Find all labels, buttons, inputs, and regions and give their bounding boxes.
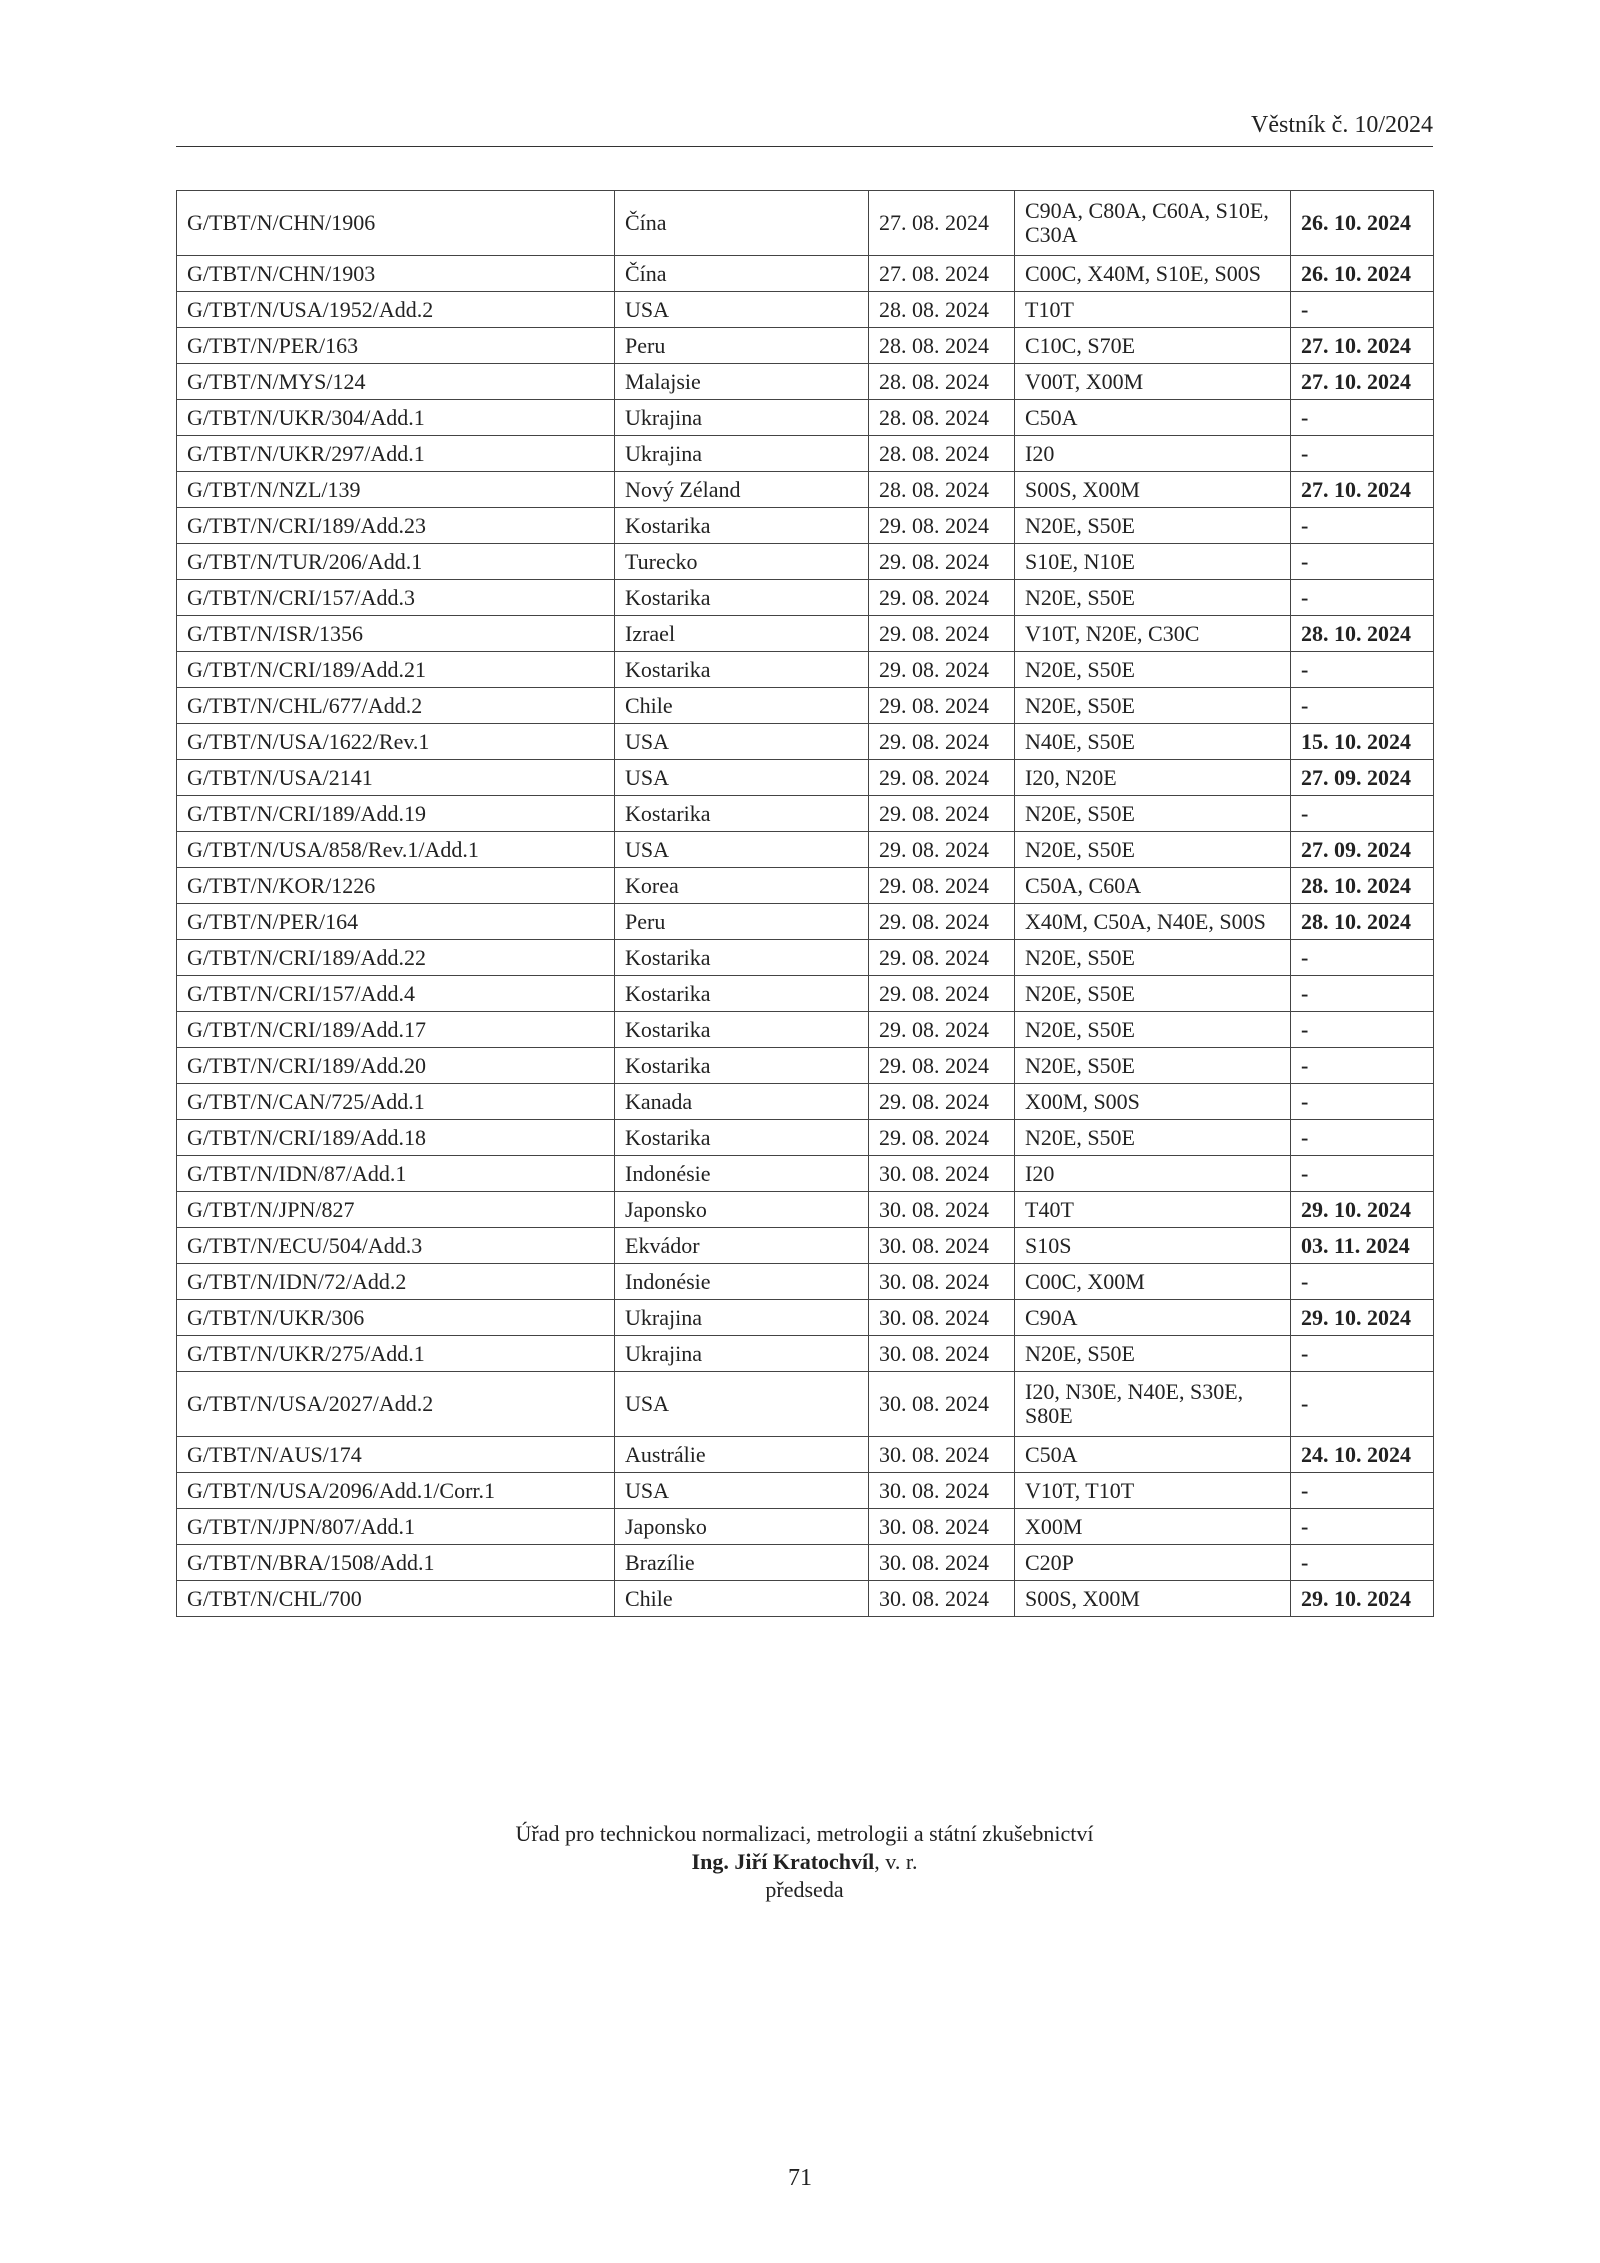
notification-symbol: G/TBT/N/AUS/174: [177, 1437, 615, 1473]
table-row: [177, 1372, 1434, 1437]
table-row: [177, 1084, 1434, 1120]
notification-date: 29. 08. 2024: [869, 1012, 1015, 1048]
table-row: [177, 191, 1434, 256]
notification-symbol: G/TBT/N/UKR/275/Add.1: [177, 1336, 615, 1372]
table-row: [177, 1048, 1434, 1084]
comment-deadline: -: [1291, 400, 1434, 436]
country-name: Peru: [615, 328, 869, 364]
table-row: [177, 1264, 1434, 1300]
table-row: [177, 616, 1434, 652]
notification-symbol: G/TBT/N/UKR/306: [177, 1300, 615, 1336]
table-row: [177, 328, 1434, 364]
table-row: [177, 1336, 1434, 1372]
notification-symbol: G/TBT/N/CRI/189/Add.21: [177, 652, 615, 688]
table-row: [177, 1581, 1434, 1617]
comment-deadline: -: [1291, 1048, 1434, 1084]
ics-codes: N20E, S50E: [1015, 976, 1291, 1012]
comment-deadline: -: [1291, 940, 1434, 976]
ics-codes: N20E, S50E: [1015, 832, 1291, 868]
notification-symbol: G/TBT/N/TUR/206/Add.1: [177, 544, 615, 580]
comment-deadline: -: [1291, 1545, 1434, 1581]
notification-date: 29. 08. 2024: [869, 508, 1015, 544]
ics-codes: N20E, S50E: [1015, 580, 1291, 616]
notification-date: 28. 08. 2024: [869, 364, 1015, 400]
country-name: Kostarika: [615, 580, 869, 616]
ics-codes: C00C, X00M: [1015, 1264, 1291, 1300]
comment-deadline: -: [1291, 1156, 1434, 1192]
notification-date: 30. 08. 2024: [869, 1473, 1015, 1509]
country-name: Indonésie: [615, 1156, 869, 1192]
notification-date: 27. 08. 2024: [869, 191, 1015, 256]
ics-codes: C50A: [1015, 1437, 1291, 1473]
ics-codes: N20E, S50E: [1015, 796, 1291, 832]
country-name: Austrálie: [615, 1437, 869, 1473]
comment-deadline: 27. 09. 2024: [1291, 760, 1434, 796]
notification-date: 30. 08. 2024: [869, 1581, 1015, 1617]
comment-deadline: 03. 11. 2024: [1291, 1228, 1434, 1264]
notification-symbol: G/TBT/N/ISR/1356: [177, 616, 615, 652]
table-row: [177, 1012, 1434, 1048]
ics-codes: N20E, S50E: [1015, 652, 1291, 688]
table-row: [177, 796, 1434, 832]
notification-date: 30. 08. 2024: [869, 1156, 1015, 1192]
notification-date: 28. 08. 2024: [869, 292, 1015, 328]
comment-deadline: -: [1291, 688, 1434, 724]
notification-date: 28. 08. 2024: [869, 328, 1015, 364]
notification-symbol: G/TBT/N/CRI/189/Add.18: [177, 1120, 615, 1156]
notification-symbol: G/TBT/N/CRI/189/Add.19: [177, 796, 615, 832]
table-row: [177, 1156, 1434, 1192]
comment-deadline: 15. 10. 2024: [1291, 724, 1434, 760]
table-row: [177, 364, 1434, 400]
comment-deadline: -: [1291, 580, 1434, 616]
country-name: Kostarika: [615, 508, 869, 544]
notification-symbol: G/TBT/N/MYS/124: [177, 364, 615, 400]
ics-codes: C90A, C80A, C60A, S10E, C30A: [1015, 191, 1291, 256]
country-name: Ekvádor: [615, 1228, 869, 1264]
ics-codes: C90A: [1015, 1300, 1291, 1336]
notification-date: 28. 08. 2024: [869, 436, 1015, 472]
notification-date: 29. 08. 2024: [869, 1084, 1015, 1120]
notification-symbol: G/TBT/N/NZL/139: [177, 472, 615, 508]
notification-symbol: G/TBT/N/CRI/157/Add.4: [177, 976, 615, 1012]
table-row: [177, 1120, 1434, 1156]
country-name: Kostarika: [615, 940, 869, 976]
country-name: Kostarika: [615, 796, 869, 832]
notification-symbol: G/TBT/N/CRI/157/Add.3: [177, 580, 615, 616]
ics-codes: N20E, S50E: [1015, 1120, 1291, 1156]
notification-date: 30. 08. 2024: [869, 1372, 1015, 1437]
table-row: [177, 1509, 1434, 1545]
ics-codes: I20: [1015, 1156, 1291, 1192]
notification-date: 29. 08. 2024: [869, 832, 1015, 868]
notification-symbol: G/TBT/N/USA/1622/Rev.1: [177, 724, 615, 760]
ics-codes: N40E, S50E: [1015, 724, 1291, 760]
country-name: Turecko: [615, 544, 869, 580]
notification-date: 29. 08. 2024: [869, 940, 1015, 976]
table-row: [177, 724, 1434, 760]
notification-symbol: G/TBT/N/USA/1952/Add.2: [177, 292, 615, 328]
ics-codes: S10E, N10E: [1015, 544, 1291, 580]
notification-symbol: G/TBT/N/CRI/189/Add.22: [177, 940, 615, 976]
comment-deadline: 27. 10. 2024: [1291, 472, 1434, 508]
comment-deadline: -: [1291, 508, 1434, 544]
ics-codes: I20, N30E, N40E, S30E, S80E: [1015, 1372, 1291, 1437]
country-name: USA: [615, 1473, 869, 1509]
ics-codes: S00S, X00M: [1015, 472, 1291, 508]
notification-date: 29. 08. 2024: [869, 904, 1015, 940]
notification-date: 30. 08. 2024: [869, 1228, 1015, 1264]
table-row: [177, 760, 1434, 796]
table-row: [177, 1545, 1434, 1581]
office-name: Úřad pro technickou normalizaci, metrologii a státní zkušebnictví: [515, 1821, 1094, 1846]
country-name: Chile: [615, 1581, 869, 1617]
comment-deadline: -: [1291, 1509, 1434, 1545]
comment-deadline: -: [1291, 1012, 1434, 1048]
country-name: USA: [615, 832, 869, 868]
comment-deadline: -: [1291, 796, 1434, 832]
ics-codes: C50A, C60A: [1015, 868, 1291, 904]
signatory-suffix: , v. r.: [874, 1849, 918, 1874]
country-name: Kostarika: [615, 976, 869, 1012]
notification-symbol: G/TBT/N/CHL/677/Add.2: [177, 688, 615, 724]
notification-table-body: [177, 191, 1434, 1617]
notification-symbol: G/TBT/N/CAN/725/Add.1: [177, 1084, 615, 1120]
country-name: Kostarika: [615, 1048, 869, 1084]
notification-symbol: G/TBT/N/JPN/807/Add.1: [177, 1509, 615, 1545]
notification-date: 29. 08. 2024: [869, 976, 1015, 1012]
notification-symbol: G/TBT/N/CHN/1903: [177, 256, 615, 292]
comment-deadline: 29. 10. 2024: [1291, 1300, 1434, 1336]
table-row: [177, 436, 1434, 472]
ics-codes: N20E, S50E: [1015, 1048, 1291, 1084]
comment-deadline: 26. 10. 2024: [1291, 191, 1434, 256]
table-row: [177, 1228, 1434, 1264]
signatory-line: [176, 1848, 1433, 1876]
notification-date: 29. 08. 2024: [869, 616, 1015, 652]
notification-date: 29. 08. 2024: [869, 1120, 1015, 1156]
notification-date: 29. 08. 2024: [869, 796, 1015, 832]
notification-date: 29. 08. 2024: [869, 868, 1015, 904]
ics-codes: N20E, S50E: [1015, 1336, 1291, 1372]
notification-symbol: G/TBT/N/ECU/504/Add.3: [177, 1228, 615, 1264]
comment-deadline: 26. 10. 2024: [1291, 256, 1434, 292]
notification-symbol: G/TBT/N/IDN/72/Add.2: [177, 1264, 615, 1300]
notification-date: 29. 08. 2024: [869, 580, 1015, 616]
notification-date: 30. 08. 2024: [869, 1300, 1015, 1336]
comment-deadline: -: [1291, 976, 1434, 1012]
comment-deadline: 28. 10. 2024: [1291, 904, 1434, 940]
country-name: Čína: [615, 191, 869, 256]
notification-date: 28. 08. 2024: [869, 400, 1015, 436]
country-name: Peru: [615, 904, 869, 940]
country-name: Ukrajina: [615, 1336, 869, 1372]
comment-deadline: -: [1291, 1372, 1434, 1437]
table-row: [177, 1437, 1434, 1473]
notification-symbol: G/TBT/N/USA/858/Rev.1/Add.1: [177, 832, 615, 868]
notification-symbol: G/TBT/N/CHL/700: [177, 1581, 615, 1617]
comment-deadline: 28. 10. 2024: [1291, 616, 1434, 652]
notification-date: 29. 08. 2024: [869, 1048, 1015, 1084]
ics-codes: V10T, T10T: [1015, 1473, 1291, 1509]
country-name: Ukrajina: [615, 1300, 869, 1336]
notification-date: 30. 08. 2024: [869, 1264, 1015, 1300]
comment-deadline: -: [1291, 1120, 1434, 1156]
comment-deadline: -: [1291, 1084, 1434, 1120]
signature-block: [176, 1820, 1433, 1904]
table-row: [177, 904, 1434, 940]
notification-symbol: G/TBT/N/PER/164: [177, 904, 615, 940]
table-row: [177, 544, 1434, 580]
country-name: Kostarika: [615, 1012, 869, 1048]
country-name: Kostarika: [615, 652, 869, 688]
ics-codes: I20: [1015, 436, 1291, 472]
table-row: [177, 1192, 1434, 1228]
notification-symbol: G/TBT/N/USA/2141: [177, 760, 615, 796]
notification-date: 29. 08. 2024: [869, 760, 1015, 796]
notification-symbol: G/TBT/N/UKR/304/Add.1: [177, 400, 615, 436]
page-number: 71: [788, 2165, 812, 2191]
notification-date: 29. 08. 2024: [869, 724, 1015, 760]
country-name: Malajsie: [615, 364, 869, 400]
notification-date: 30. 08. 2024: [869, 1509, 1015, 1545]
ics-codes: N20E, S50E: [1015, 1012, 1291, 1048]
table-row: [177, 508, 1434, 544]
ics-codes: T40T: [1015, 1192, 1291, 1228]
ics-codes: X00M, S00S: [1015, 1084, 1291, 1120]
ics-codes: C00C, X40M, S10E, S00S: [1015, 256, 1291, 292]
notification-symbol: G/TBT/N/CRI/189/Add.20: [177, 1048, 615, 1084]
ics-codes: X40M, C50A, N40E, S00S: [1015, 904, 1291, 940]
comment-deadline: 27. 10. 2024: [1291, 328, 1434, 364]
country-name: USA: [615, 292, 869, 328]
country-name: Indonésie: [615, 1264, 869, 1300]
notification-date: 30. 08. 2024: [869, 1437, 1015, 1473]
comment-deadline: -: [1291, 436, 1434, 472]
country-name: Izrael: [615, 616, 869, 652]
comment-deadline: -: [1291, 544, 1434, 580]
bulletin-title: Věstník č. 10/2024: [1251, 112, 1433, 138]
comment-deadline: 27. 10. 2024: [1291, 364, 1434, 400]
notification-date: 27. 08. 2024: [869, 256, 1015, 292]
country-name: Ukrajina: [615, 436, 869, 472]
notification-symbol: G/TBT/N/USA/2027/Add.2: [177, 1372, 615, 1437]
table-row: [177, 940, 1434, 976]
notification-date: 30. 08. 2024: [869, 1192, 1015, 1228]
comment-deadline: 27. 09. 2024: [1291, 832, 1434, 868]
notification-date: 28. 08. 2024: [869, 472, 1015, 508]
notification-date: 29. 08. 2024: [869, 544, 1015, 580]
notification-date: 29. 08. 2024: [869, 652, 1015, 688]
ics-codes: N20E, S50E: [1015, 688, 1291, 724]
country-name: USA: [615, 724, 869, 760]
notification-date: 30. 08. 2024: [869, 1545, 1015, 1581]
ics-codes: N20E, S50E: [1015, 940, 1291, 976]
comment-deadline: 24. 10. 2024: [1291, 1437, 1434, 1473]
notification-symbol: G/TBT/N/CRI/189/Add.23: [177, 508, 615, 544]
country-name: USA: [615, 1372, 869, 1437]
country-name: Nový Zéland: [615, 472, 869, 508]
ics-codes: X00M: [1015, 1509, 1291, 1545]
notification-symbol: G/TBT/N/KOR/1226: [177, 868, 615, 904]
table-row: [177, 832, 1434, 868]
notification-symbol: G/TBT/N/IDN/87/Add.1: [177, 1156, 615, 1192]
comment-deadline: -: [1291, 1473, 1434, 1509]
ics-codes: T10T: [1015, 292, 1291, 328]
ics-codes: N20E, S50E: [1015, 508, 1291, 544]
comment-deadline: 29. 10. 2024: [1291, 1581, 1434, 1617]
ics-codes: S00S, X00M: [1015, 1581, 1291, 1617]
comment-deadline: -: [1291, 652, 1434, 688]
notification-symbol: G/TBT/N/USA/2096/Add.1/Corr.1: [177, 1473, 615, 1509]
country-name: Ukrajina: [615, 400, 869, 436]
table-row: [177, 976, 1434, 1012]
notification-date: 29. 08. 2024: [869, 688, 1015, 724]
table-row: [177, 256, 1434, 292]
signatory-role: předseda: [765, 1877, 844, 1902]
table-row: [177, 652, 1434, 688]
notification-symbol: G/TBT/N/BRA/1508/Add.1: [177, 1545, 615, 1581]
signatory-name: Ing. Jiří Kratochvíl: [691, 1849, 875, 1874]
table-row: [177, 400, 1434, 436]
ics-codes: V00T, X00M: [1015, 364, 1291, 400]
country-name: USA: [615, 760, 869, 796]
country-name: Japonsko: [615, 1192, 869, 1228]
country-name: Brazílie: [615, 1545, 869, 1581]
running-header: [176, 112, 1433, 147]
table-row: [177, 580, 1434, 616]
notification-symbol: G/TBT/N/JPN/827: [177, 1192, 615, 1228]
table-row: [177, 688, 1434, 724]
ics-codes: C50A: [1015, 400, 1291, 436]
country-name: Japonsko: [615, 1509, 869, 1545]
table-row: [177, 472, 1434, 508]
notification-symbol: G/TBT/N/CHN/1906: [177, 191, 615, 256]
table-row: [177, 1473, 1434, 1509]
table-row: [177, 1300, 1434, 1336]
country-name: Kostarika: [615, 1120, 869, 1156]
table-row: [177, 292, 1434, 328]
notification-symbol: G/TBT/N/UKR/297/Add.1: [177, 436, 615, 472]
ics-codes: C10C, S70E: [1015, 328, 1291, 364]
notification-symbol: G/TBT/N/CRI/189/Add.17: [177, 1012, 615, 1048]
comment-deadline: 29. 10. 2024: [1291, 1192, 1434, 1228]
comment-deadline: -: [1291, 1264, 1434, 1300]
ics-codes: C20P: [1015, 1545, 1291, 1581]
country-name: Korea: [615, 868, 869, 904]
table-row: [177, 868, 1434, 904]
comment-deadline: 28. 10. 2024: [1291, 868, 1434, 904]
notification-table: [176, 190, 1434, 1617]
comment-deadline: -: [1291, 1336, 1434, 1372]
country-name: Kanada: [615, 1084, 869, 1120]
ics-codes: I20, N20E: [1015, 760, 1291, 796]
notification-symbol: G/TBT/N/PER/163: [177, 328, 615, 364]
notification-date: 30. 08. 2024: [869, 1336, 1015, 1372]
country-name: Chile: [615, 688, 869, 724]
ics-codes: S10S: [1015, 1228, 1291, 1264]
comment-deadline: -: [1291, 292, 1434, 328]
country-name: Čína: [615, 256, 869, 292]
ics-codes: V10T, N20E, C30C: [1015, 616, 1291, 652]
